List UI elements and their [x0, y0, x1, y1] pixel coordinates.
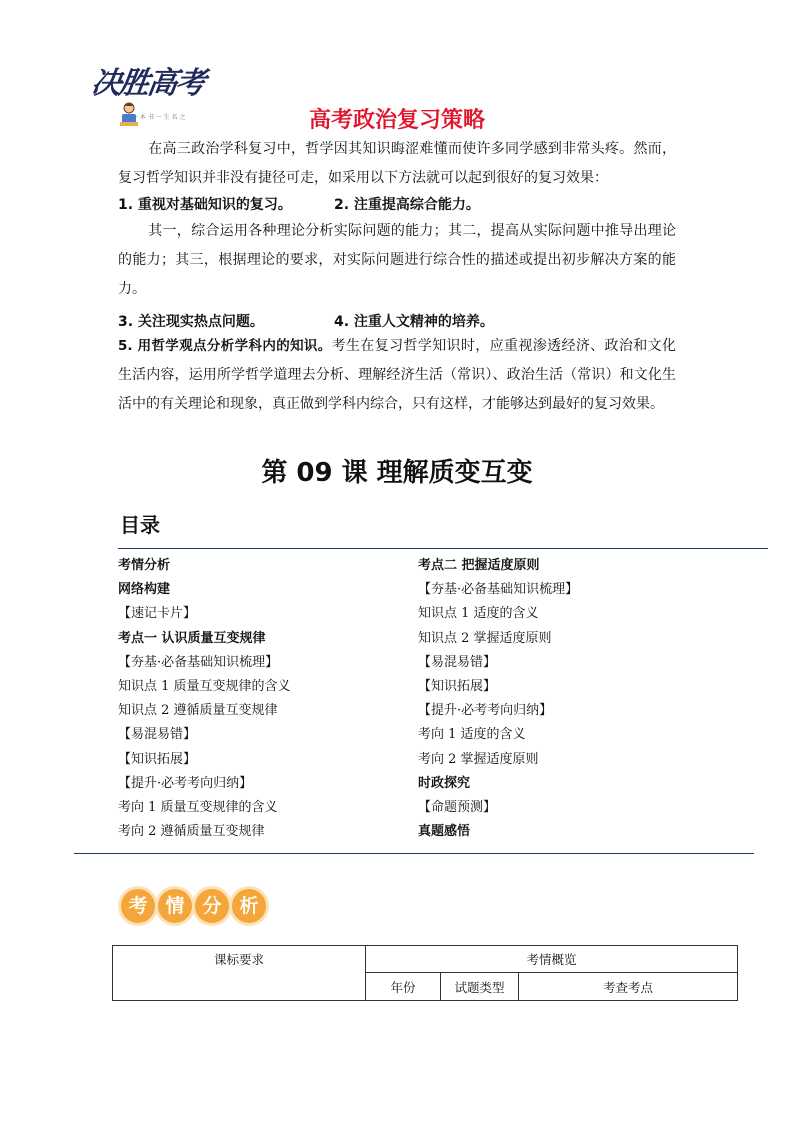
toc-item[interactable]: 时政探究 [418, 775, 471, 791]
toc-item[interactable]: 知识点 2 掌握适度原则 [418, 630, 552, 646]
toc-item[interactable]: 知识点 1 质量互变规律的含义 [118, 678, 291, 694]
toc-item[interactable]: 真题感悟 [418, 824, 471, 840]
toc-right-column [418, 554, 718, 844]
point-4: 4. 注重人文精神的培养。 [334, 314, 494, 330]
toc-item[interactable]: 【夯基·必备基础知识梳理】 [418, 582, 579, 598]
toc-item[interactable]: 考向 2 掌握适度原则 [418, 751, 539, 767]
points-row-2 [118, 311, 494, 331]
toc-item[interactable]: 考情分析 [118, 558, 171, 573]
toc-item[interactable]: 知识点 2 遵循质量互变规律 [118, 703, 278, 719]
point-5-text: 考生在复习哲学知识时，应重视渗透经济、政治和文化生活内容，运用所学哲学道理去分析、理解经济生活（常识）、政治生活（常识）和文化生活中的有关理论和现象，真正做到学科内综合，只有这样，才能够达到最好的复习效果。 [118, 338, 676, 412]
point-3: 3. 关注现实热点问题。 [118, 314, 264, 330]
section-badge-char: 考 [118, 886, 158, 926]
exam-analysis-table-wrap [112, 945, 738, 1001]
lesson-title: 第 09 课 理解质变互变 [261, 458, 533, 488]
logo-subtext: 一 本 书 一 生 名 之 [132, 114, 186, 121]
point-5-paragraph [118, 332, 676, 419]
toc-item[interactable]: 【提升·必考考向归纳】 [418, 703, 553, 719]
points-row-1 [118, 194, 480, 214]
toc-item[interactable]: 【易混易错】 [118, 727, 197, 743]
toc-item[interactable]: 【速记卡片】 [118, 606, 197, 622]
toc-bottom-divider [74, 853, 754, 854]
toc-item[interactable]: 【提升·必考考向归纳】 [118, 775, 253, 791]
toc-item[interactable]: 【知识拓展】 [118, 751, 197, 767]
sub-header-exam-points: 考查考点 [519, 973, 738, 1001]
sub-header-question-type: 试题类型 [441, 973, 519, 1001]
toc-title: 目录 [120, 513, 160, 537]
section-badge-char: 析 [229, 886, 269, 926]
intro-paragraph-2: 其一，综合运用各种理论分析实际问题的能力；其二，提高从实际问题中推导出理论的能力；其三，根据理论的要求，对实际问题进行综合性的描述或提出初步解决方案的能力。 [118, 223, 676, 297]
section-badge-char: 情 [155, 886, 195, 926]
toc-item[interactable]: 【夯基·必备基础知识梳理】 [118, 654, 279, 670]
col-header-curriculum: 课标要求 [113, 946, 366, 1001]
header-title: 高考政治复习策略 [308, 108, 485, 133]
toc-item[interactable]: 【知识拓展】 [418, 678, 497, 694]
toc-item[interactable]: 考点二 把握适度原则 [418, 558, 540, 573]
point-1: 1. 重视对基础知识的复习。 [118, 197, 292, 213]
toc-left-column [118, 554, 418, 844]
intro-paragraph-1: 在高三政治学科复习中，哲学因其知识晦涩难懂而使许多同学感到非常头疼。然而，复习哲学知识并非没有捷径可走，如采用以下方法就可以起到很好的复习效果： [118, 141, 676, 186]
toc-top-divider [118, 548, 768, 549]
toc-item[interactable]: 考向 1 适度的含义 [418, 727, 526, 743]
toc-item[interactable]: 【易混易错】 [418, 654, 497, 670]
sub-header-year: 年份 [366, 973, 441, 1001]
toc-item[interactable]: 网络构建 [118, 582, 171, 598]
exam-analysis-table [112, 945, 738, 1001]
point-5-heading: 5. 用哲学观点分析学科内的知识。 [118, 338, 332, 354]
point-2: 2. 注重提高综合能力。 [334, 197, 480, 213]
logo-text: 决胜高考 [89, 66, 206, 101]
toc-item[interactable]: 考向 1 质量互变规律的含义 [118, 799, 278, 815]
section-banner-kaoqing-fenxi [118, 884, 318, 930]
section-badge-char: 分 [192, 886, 232, 926]
toc-item[interactable]: 考向 2 遵循质量互变规律 [118, 824, 265, 840]
toc-item[interactable]: 知识点 1 适度的含义 [418, 606, 539, 622]
col-header-overview: 考情概览 [366, 946, 738, 973]
toc-item[interactable]: 考点一 认识质量互变规律 [118, 630, 266, 646]
toc-item[interactable]: 【命题预测】 [418, 799, 497, 815]
